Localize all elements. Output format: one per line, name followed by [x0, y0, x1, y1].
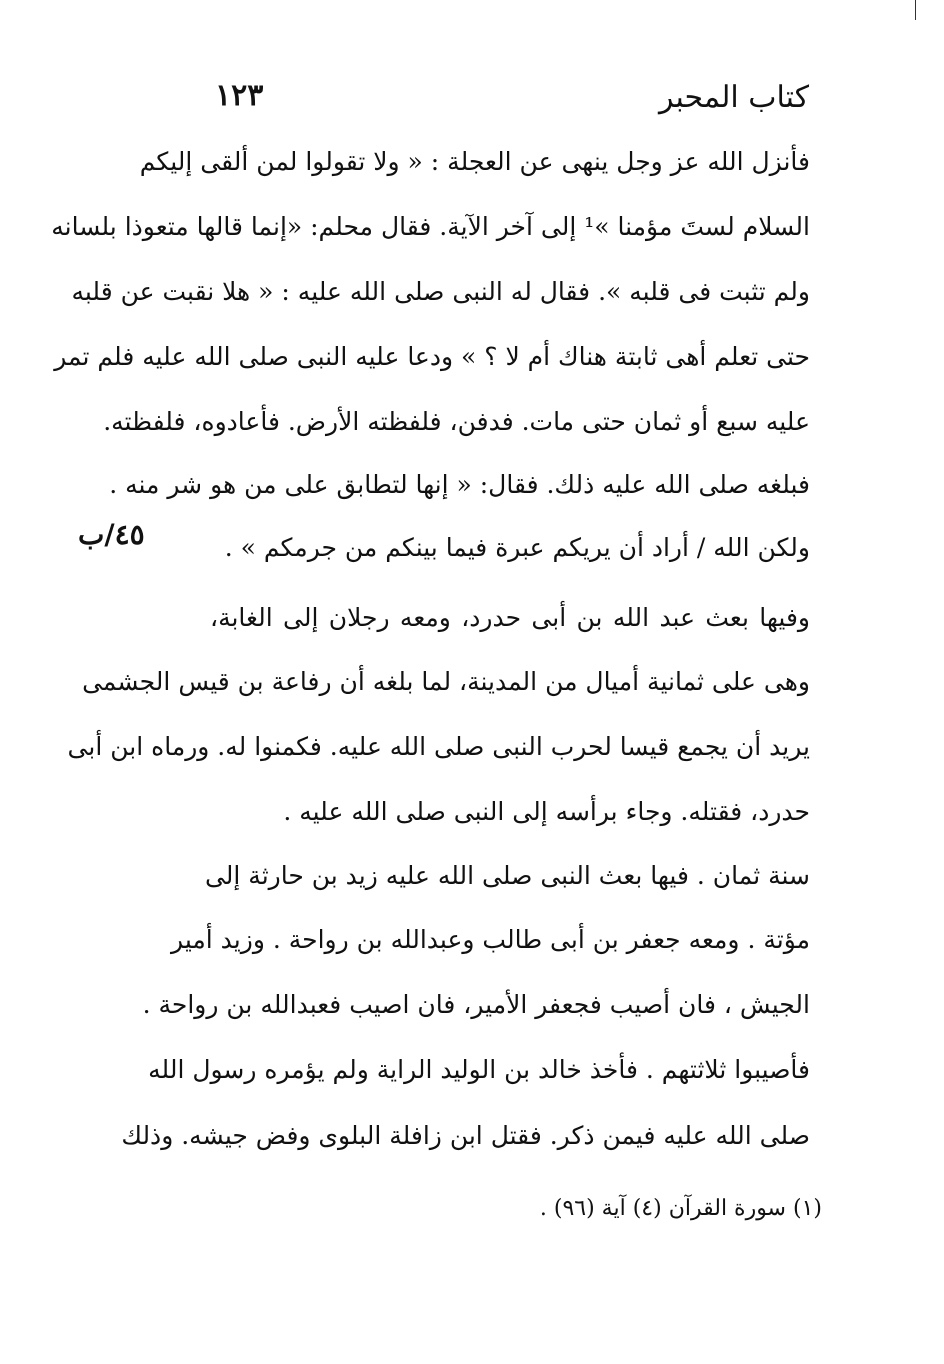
page-number: ١٢٣ [215, 78, 264, 113]
text-line: فأنزل الله عز وجل ينهى عن العجلة : « ولا تقولوا لمن ألقى إليكم [139, 147, 810, 176]
text-line: وفيها بعث عبد الله بن أبى حدرد، ومعه رجلان إلى الغابة، [210, 603, 810, 632]
margin-folio-note: ٤٥/ب [78, 518, 145, 551]
edge-mark [915, 0, 916, 20]
text-line: الجيش ، فان أصيب فجعفر الأمير، فان اصيب فعبدالله بن رواحة . [142, 990, 810, 1019]
book-title: كتاب المحبر [658, 80, 809, 115]
text-line: حدرد، فقتله. وجاء برأسه إلى النبى صلى الله عليه . [283, 797, 810, 826]
text-line: السلام لستَ مؤمنا »¹ إلى آخر الآية. فقال محلم: «إنما قالها متعوذا بلسانه [51, 212, 810, 241]
text-line: فأصيبوا ثلاثتهم . فأخذ خالد بن الوليد الراية ولم يؤمره رسول الله [148, 1055, 810, 1084]
text-line: وهى على ثمانية أميال من المدينة، لما بلغه أن رفاعة بن قيس الجشمى [82, 667, 810, 696]
text-line: سنة ثمان . فيها بعث النبى صلى الله عليه زيد بن حارثة إلى [204, 861, 810, 890]
text-line: ولكن الله / أراد أن يريكم عبرة فيما بينكم من جرمكم » . [224, 533, 810, 562]
text-line: عليه سبع أو ثمان حتى مات. فدفن، فلفظته الأرض. فأعادوه، فلفظته. [103, 407, 810, 436]
text-line: مؤتة . ومعه جعفر بن أبى طالب وعبدالله بن رواحة . وزيد أمير [171, 925, 810, 954]
text-line: صلى الله عليه فيمن ذكر. فقتل ابن زافلة البلوى وفض جيشه. وذلك [121, 1121, 810, 1150]
text-line: فبلغه صلى الله عليه ذلك. فقال: « إنها لتطابق على من هو شر منه . [109, 470, 810, 499]
text-line: يريد أن يجمع قيسا لحرب النبى صلى الله عليه. فكمنوا له. ورماه ابن أبى [67, 732, 810, 761]
text-line: حتى تعلم أهى ثابتة هناك أم لا ؟ » ودعا عليه النبى صلى الله عليه فلم تمر [54, 342, 810, 371]
text-line: ولم تثبت فى قلبه ». فقال له النبى صلى الله عليه : « هلا نقبت عن قلبه [71, 277, 810, 306]
footnote: (١) سورة القرآن (٤) آية (٩٦) . [539, 1196, 822, 1221]
